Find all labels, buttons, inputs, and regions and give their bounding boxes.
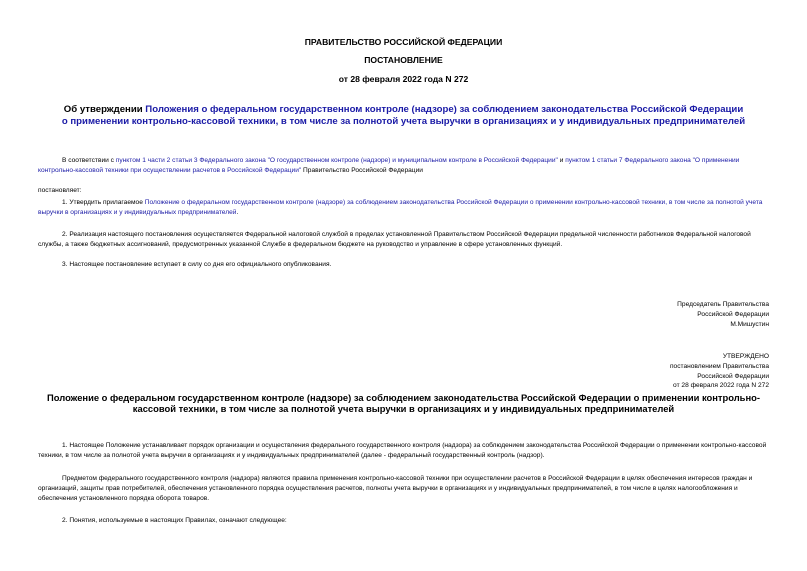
item-1-text: 1. Утвердить прилагаемое: [62, 199, 145, 206]
item-1-end: .: [236, 208, 239, 216]
signature-line-2: Российской Федерации: [697, 310, 769, 318]
signature-line-1: Председатель Правительства: [677, 301, 769, 308]
doc-date: от 28 февраля 2022 года N 272: [338, 74, 469, 84]
appendix-paragraph-3: 2. Понятия, используемые в настоящих Правилах, означают следующее:: [62, 517, 287, 524]
appendix-paragraph-2: Предметом федерального государственного контроля (надзора) являются правила применения контрольно-кассовой техники при осуществлении расчетов в Российской Федерации в целях обеспечения интересов граждан и организаций, защиты прав потребителей, обеспечения установленного порядка осуществления расчетов, полноты учета выручки в организациях и у индивидуальных предпринимателей, в том числе в целях налогообложения и обеспечения установленного порядка оборота товаров.: [38, 475, 753, 502]
approved-block: [540, 352, 769, 391]
item-3-paragraph: 3. Настоящее постановление вступает в силу со дня его официального опубликования.: [62, 261, 332, 268]
preamble-text-2: и: [557, 157, 566, 164]
doc-title: [60, 104, 747, 127]
preamble-text-3: Правительство Российской Федерации: [301, 166, 423, 174]
preamble-link-2[interactable]: пунктом 1 статьи 7 Федерального закона "О применении контрольно-кассовой техники при осуществлении расчетов в Российской Федерации": [38, 157, 740, 174]
appendix-title: Положение о федеральном государственном контроле (надзоре) за соблюдением законодательства Российской Федерации о применении контрольно-кассовой техники, в том числе за полнотой учета выручки в организациях и у индивидуальных предпринимателей: [47, 392, 760, 414]
doc-type: ПОСТАНОВЛЕНИЕ: [364, 55, 443, 65]
signature-line-3: М.Мишустин: [730, 320, 769, 328]
item-1-paragraph: [38, 198, 770, 218]
approved-line-4: от 28 февраля 2022 года N 272: [673, 382, 769, 390]
item-2-paragraph: 2. Реализация настоящего постановления осуществляется Федеральной налоговой службой в пределах установленной Правительством Российской Федерации предельной численности работников Федеральной налоговой службы, а также бюджетных ассигнований, предусмотренных указанной Службе в федеральном бюджете на руководство и управление в сфере установленных функций.: [38, 231, 751, 248]
preamble-link-1[interactable]: пунктом 1 части 2 статьи 3 Федерального закона "О государственном контроле (надзоре) и муниципальном контроле в Российской Федерации": [115, 157, 558, 164]
decree-word: постановляет:: [38, 187, 82, 194]
org-name: ПРАВИТЕЛЬСТВО РОССИЙСКОЙ ФЕДЕРАЦИИ: [304, 37, 503, 47]
doc-title-link[interactable]: Положения о федеральном государственном контроле (надзоре) за соблюдением законодательства Российской Федерации о применении контрольно-кассовой техники, в том числе за полнотой учета выручки в организациях и у индивидуальных предпринимателей: [61, 104, 746, 127]
signature-block: [540, 300, 769, 329]
approved-line-3: Российской Федерации: [697, 372, 769, 380]
preamble-paragraph: [38, 156, 770, 176]
appendix-paragraph-1: 1. Настоящее Положение устанавливает порядок организации и осуществления федерального государственного контроля (надзора) за соблюдением законодательства Российской Федерации о применении контрольно-кассовой техники, в том числе за полнотой учета выручки в организациях и у индивидуальных предпринимателей (далее - федеральный государственный контроль (надзор).: [38, 442, 767, 459]
approved-line-1: УТВЕРЖДЕНО: [722, 353, 769, 360]
preamble-text-1: В соответствии с: [62, 157, 116, 164]
approved-line-2: постановлением Правительства: [669, 362, 769, 370]
doc-title-prefix: Об утверждении: [63, 104, 146, 115]
item-1-link[interactable]: Положение о федеральном государственном контроле (надзоре) за соблюдением законодательства Российской Федерации о применении контрольно-кассовой техники, в том числе за полнотой учета выручки в организациях и у индивидуальных предпринимателей: [38, 199, 763, 216]
